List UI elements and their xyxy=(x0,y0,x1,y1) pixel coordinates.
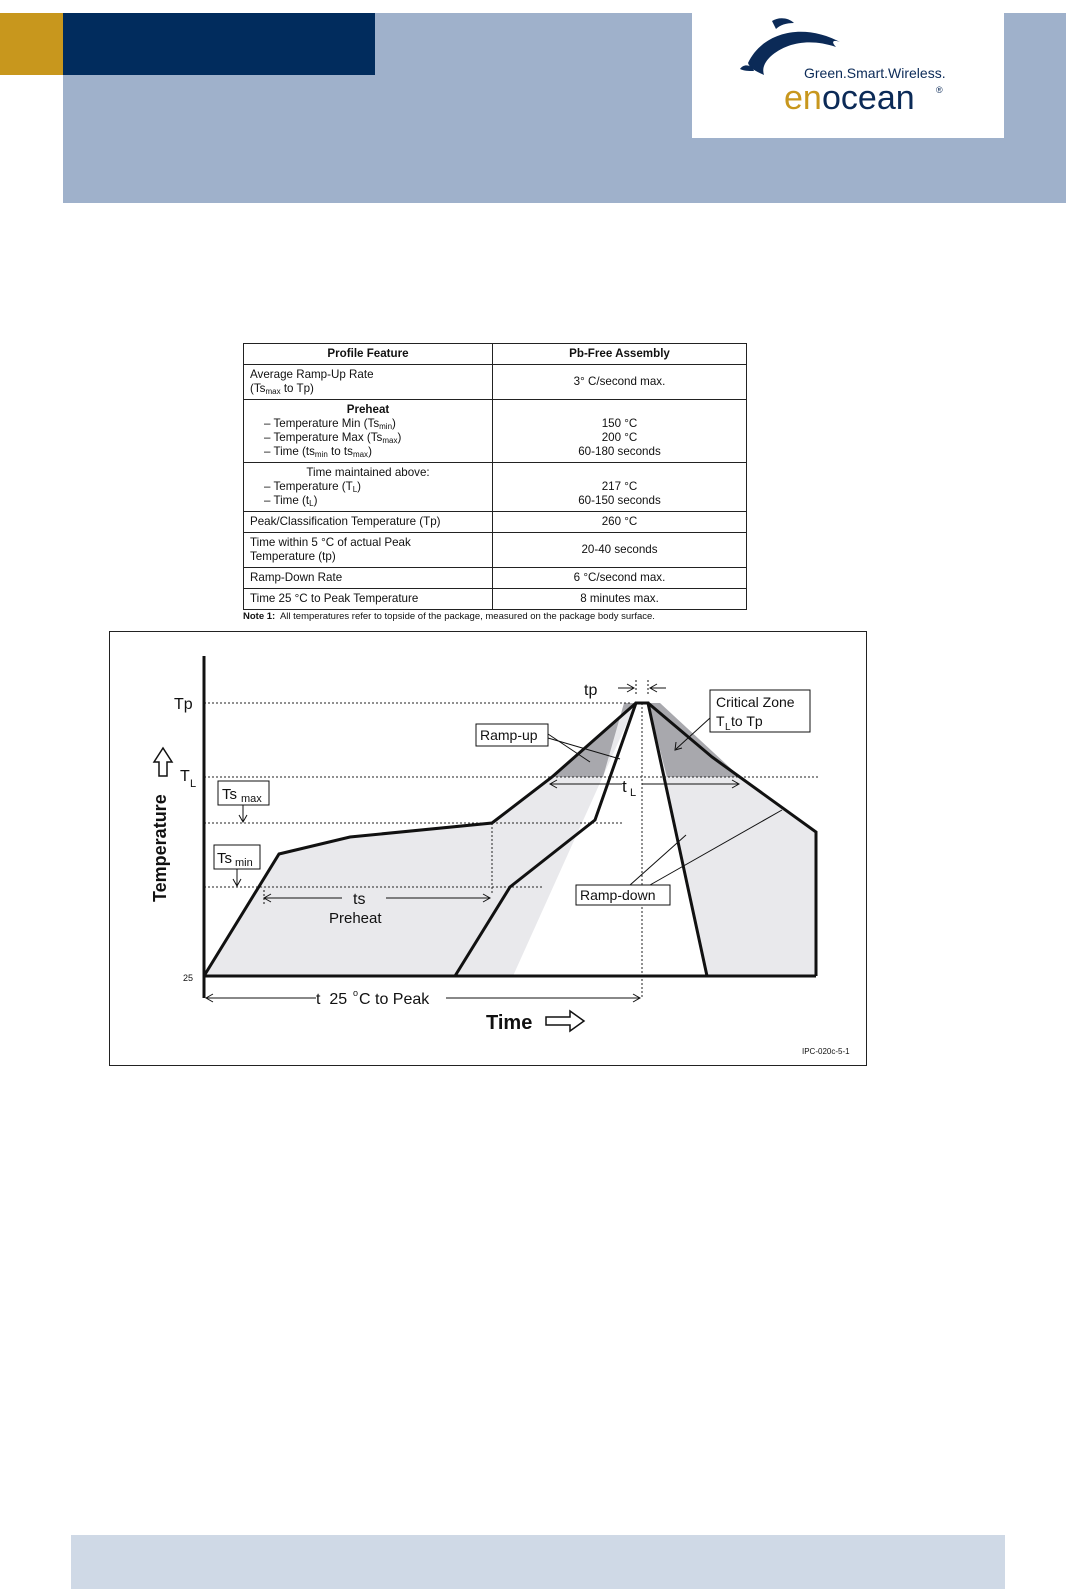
critical-zone-line2-post: to Tp xyxy=(731,713,763,729)
xlabel-time: Time xyxy=(486,1012,533,1034)
logo-wordmark-ocean: ocean xyxy=(822,79,915,117)
row-above-values xyxy=(493,463,747,512)
table-note xyxy=(243,611,655,622)
enocean-logo xyxy=(692,13,1004,138)
tl-time-label: t xyxy=(622,777,627,796)
preheat-label: Preheat xyxy=(329,910,382,927)
tsmin-sub: min xyxy=(235,857,253,869)
t25-label-post: C to Peak xyxy=(359,991,430,1008)
above-value-time: 60-150 seconds xyxy=(578,494,661,507)
row-ramp-down-label: Ramp-Down Rate xyxy=(244,568,493,589)
logo-registered: ® xyxy=(936,85,943,95)
row-above-label xyxy=(244,463,493,512)
preheat-l2-post: ) xyxy=(397,431,402,444)
ramp-up-label-line1: Average Ramp-Up Rate xyxy=(250,368,374,381)
preheat-value-time: 60-180 seconds xyxy=(578,445,661,458)
preheat-value-max: 200 °C xyxy=(601,431,638,444)
footer-band xyxy=(71,1535,1005,1589)
critical-zone-line2-sub: L xyxy=(725,722,731,733)
preheat-l3-mid: to ts xyxy=(327,445,353,458)
preheat-line1 xyxy=(250,417,486,431)
tp-time-label: tp xyxy=(584,682,598,699)
chart-reference-code: IPC-020c-5-1 xyxy=(802,1047,850,1056)
tick-tp: Tp xyxy=(174,696,193,713)
header-navy-block xyxy=(63,13,375,75)
dolphin-logo-icon xyxy=(692,13,1004,138)
row-within5-label xyxy=(244,533,493,568)
row-peak-value: 260 °C xyxy=(493,512,747,533)
row-ramp-up-value: 3° C/second max. xyxy=(493,365,747,400)
preheat-l3-post: ) xyxy=(368,445,372,458)
ramp-down-label: Ramp-down xyxy=(580,887,656,903)
logo-tagline: Green.Smart.Wireless. xyxy=(804,65,946,81)
table-row xyxy=(244,568,747,589)
row-ramp-up-label xyxy=(244,365,493,400)
row-preheat-values xyxy=(493,400,747,463)
critical-zone-line1: Critical Zone xyxy=(716,694,795,710)
within5-line1: Time within 5 °C of actual Peak xyxy=(250,536,411,549)
preheat-l1-sub: min xyxy=(379,422,393,431)
up-arrow-icon xyxy=(154,748,172,776)
tick-tl-sub: L xyxy=(190,778,197,790)
preheat-l1-post: ) xyxy=(392,417,396,430)
table-row xyxy=(244,400,747,463)
ramp-down-pointer-1 xyxy=(630,835,686,885)
right-arrow-icon xyxy=(546,1011,584,1031)
col-header-feature: Profile Feature xyxy=(244,344,493,365)
above-l1-post: ) xyxy=(357,480,362,493)
row-peak-label: Peak/Classification Temperature (Tp) xyxy=(244,512,493,533)
ramp-up-label-line2b: to Tp) xyxy=(280,382,314,395)
row-preheat-label xyxy=(244,400,493,463)
table-row xyxy=(244,512,747,533)
t25-label-deg: o xyxy=(353,988,359,998)
reflow-chart-svg xyxy=(110,632,866,1065)
critical-zone-line2-main: T xyxy=(716,713,725,729)
tsmin-label: Ts xyxy=(217,850,232,867)
above-title: Time maintained above: xyxy=(306,466,430,479)
preheat-l3-pre: – Time (ts xyxy=(264,445,315,458)
above-line1 xyxy=(250,480,486,494)
header-gold-block xyxy=(0,13,63,75)
above-l1-pre: – Temperature (T xyxy=(264,480,353,493)
tl-time-sub: L xyxy=(630,787,637,799)
tsmax-sub: max xyxy=(241,793,262,805)
table-row xyxy=(244,589,747,610)
preheat-l3-sub2: max xyxy=(352,450,369,459)
above-value-temp: 217 °C xyxy=(601,480,638,493)
preheat-line2 xyxy=(250,431,486,445)
reflow-profile-chart xyxy=(109,631,867,1066)
note-text: All temperatures refer to topside of the package, measured on the package body surface. xyxy=(279,611,655,622)
row-time25-label: Time 25 °C to Peak Temperature xyxy=(244,589,493,610)
table-row xyxy=(244,533,747,568)
ts-time-label: ts xyxy=(353,891,366,908)
preheat-title: Preheat xyxy=(346,403,390,416)
note-label: Note 1: xyxy=(243,611,276,622)
ramp-up-label: Ramp-up xyxy=(480,727,538,743)
above-l2-sub: L xyxy=(309,499,314,508)
above-l1-sub: L xyxy=(352,485,358,494)
tick-25: 25 xyxy=(183,973,194,983)
within5-line2: Temperature (tp) xyxy=(250,550,336,563)
preheat-l3-sub1: min xyxy=(314,450,328,459)
preheat-l1-pre: – Temperature Min (Ts xyxy=(264,417,380,430)
preheat-value-min: 150 °C xyxy=(601,417,638,430)
row-ramp-down-value: 6 °C/second max. xyxy=(493,568,747,589)
ramp-up-label-line2a: (Ts xyxy=(250,382,266,395)
ramp-up-label-sub: max xyxy=(265,387,281,396)
tsmax-label: Ts xyxy=(222,786,237,803)
table-row xyxy=(244,365,747,400)
above-l2-pre: – Time (t xyxy=(264,494,310,507)
row-time25-value: 8 minutes max. xyxy=(493,589,747,610)
table-header-row xyxy=(244,344,747,365)
tick-tl: T xyxy=(180,768,190,785)
above-line2 xyxy=(250,494,486,508)
row-within5-value: 20-40 seconds xyxy=(493,533,747,568)
logo-wordmark-en: en xyxy=(784,79,822,117)
t25-label-pre: t 25 xyxy=(316,991,348,1008)
ylabel-temperature: Temperature xyxy=(150,794,170,902)
preheat-line3 xyxy=(250,445,486,459)
preheat-l2-sub: max xyxy=(382,436,398,445)
reflow-spec-table xyxy=(243,343,747,610)
table-row xyxy=(244,463,747,512)
above-l2-post: ) xyxy=(313,494,318,507)
preheat-l2-pre: – Temperature Max (Ts xyxy=(264,431,383,444)
col-header-assembly: Pb-Free Assembly xyxy=(493,344,747,365)
